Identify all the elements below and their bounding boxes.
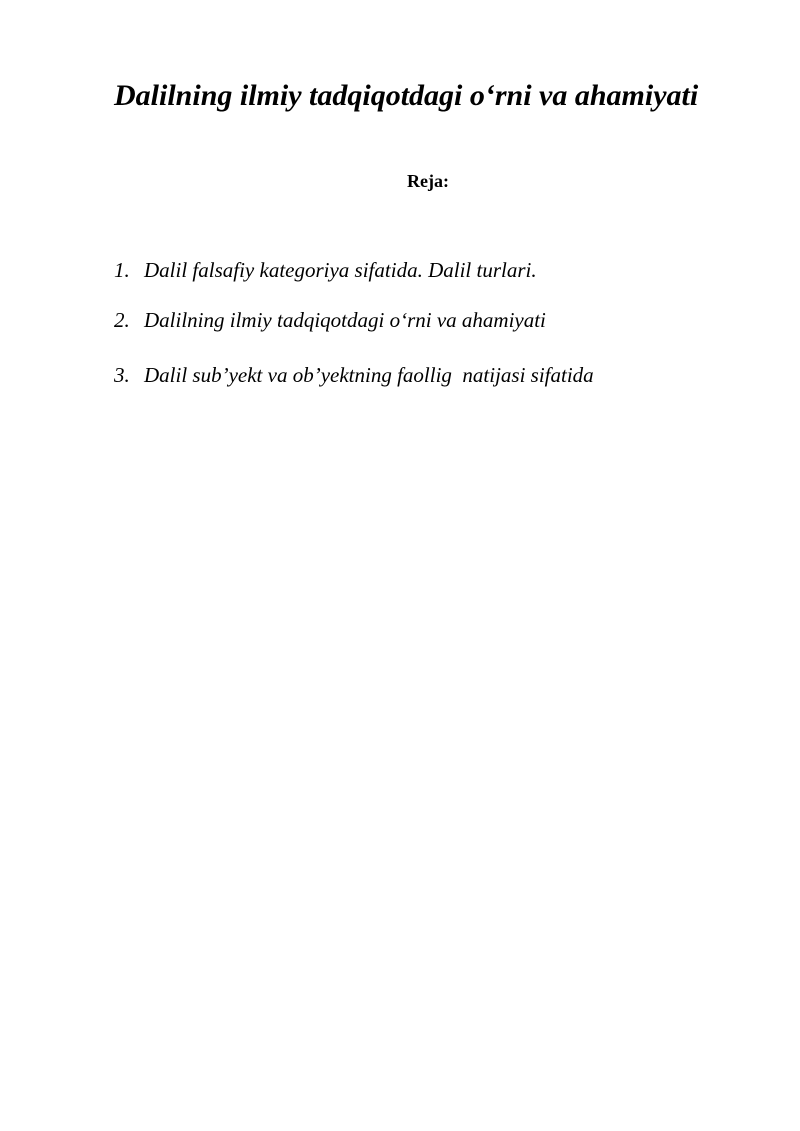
plan-item <box>114 307 546 333</box>
plan-item-text: Dalil falsafiy kategoriya sifatida. Dalil turlari. <box>144 258 537 282</box>
plan-item <box>114 362 594 388</box>
plan-item <box>114 257 537 283</box>
plan-heading: Reja: <box>407 171 449 191</box>
plan-item-text: Dalil sub’yekt va ob’yektning faollig natijasi sifatida <box>144 363 594 387</box>
plan-item-number: 3. <box>114 363 130 387</box>
plan-item-number: 2. <box>114 308 130 332</box>
plan-item-number: 1. <box>114 258 130 282</box>
plan-item-text: Dalilning ilmiy tadqiqotdagi o‘rni va ahamiyati <box>144 308 546 332</box>
document-title: Dalilning ilmiy tadqiqotdagi o‘rni va ahamiyati <box>114 79 699 112</box>
